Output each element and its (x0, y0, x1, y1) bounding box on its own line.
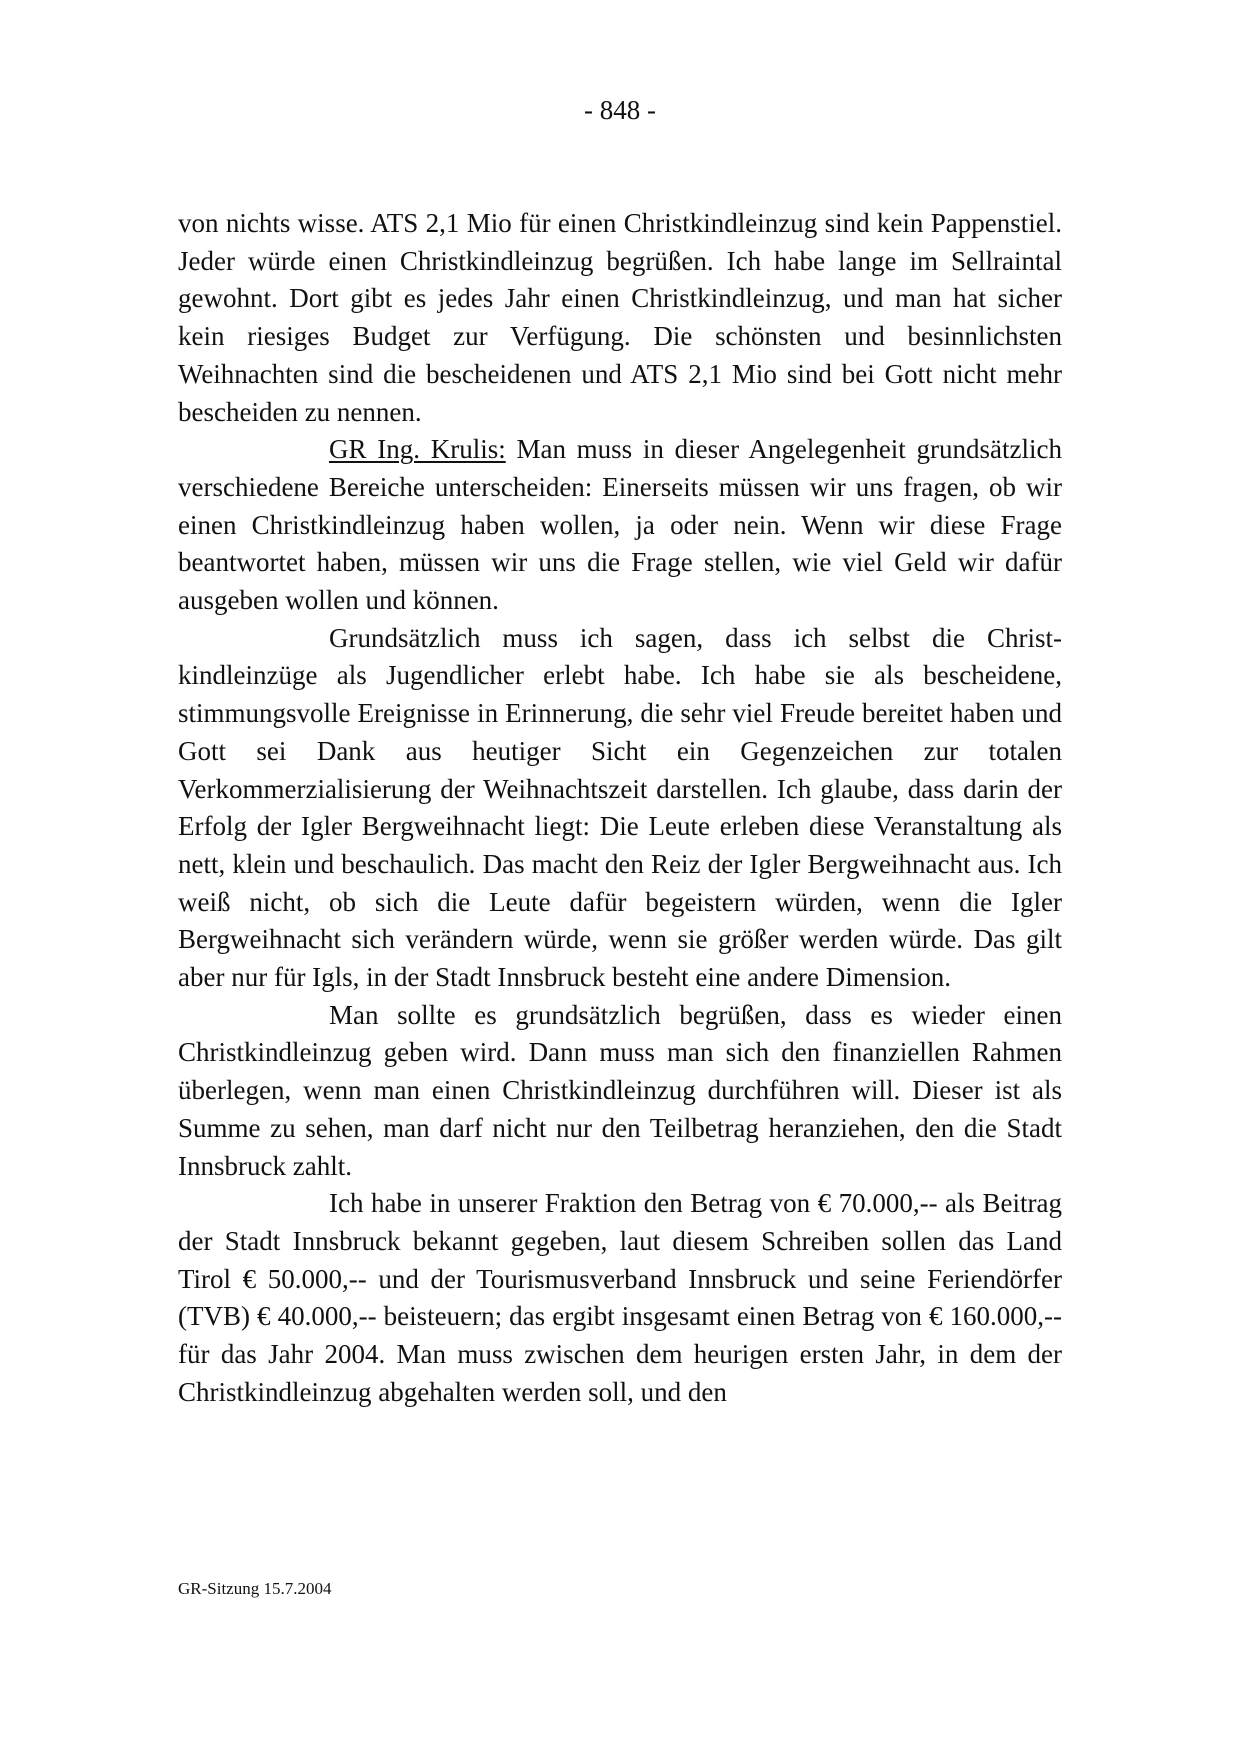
paragraph-5: Ich habe in unserer Fraktion den Betrag von € 70.000,-- als Beitrag der Stadt Innsbruck bekannt gegeben, laut diesem Schreiben sollen das Land Tirol € 50.000,-- und der Tourismusverband Innsbruck und seine Feriendörfer (TVB) € 40.000,-- beisteuern; das ergibt insgesamt einen Betrag von € 160.000,-- für das Jahr 2004. Man muss zwischen dem heurigen ersten Jahr, in dem der Christkindleinzug abgehalten werden soll, und den (178, 1188, 1062, 1407)
page-number: - 848 - (584, 95, 656, 125)
paragraph-2-text: Man muss in dieser Angelegenheit grundsätzlich verschiedene Bereiche unterscheiden: Einerseits müssen wir uns fragen, ob wir einen Christkindleinzug haben wollen, ja oder nein. Wenn wir diese Frage beantwortet haben, müssen wir uns die Frage stellen, wie viel Geld wir dafür ausgeben wollen und können. (178, 434, 1062, 616)
paragraph-1: von nichts wisse. ATS 2,1 Mio für einen Christkindleinzug sind kein Pappenstiel. Jeder würde einen Christkindleinzug begrüßen. Ich habe lange im Sellraintal gewohnt. Dort gibt es jedes Jahr einen Christkindleinzug, und man hat sicher kein riesiges Budget zur Verfügung. Die schönsten und besinnlichsten Weihnachten sind die bescheidenen und ATS 2,1 Mio sind bei Gott nicht mehr bescheiden zu nennen. (178, 208, 1062, 427)
speaker-name: GR Ing. Krulis: (329, 434, 506, 465)
paragraph-2 (178, 431, 1062, 620)
page-footer: GR-Sitzung 15.7.2004 (178, 1579, 332, 1598)
document-body (178, 205, 1062, 1412)
paragraph-4: Man sollte es grundsätzlich begrüßen, dass es wieder einen Christkindleinzug geben wird. Dann muss man sich den finanziellen Rahmen überlegen, wenn man einen Christkindleinzug durchführen will. Dieser ist als Summe zu sehen, man darf nicht nur den Teilbetrag heranziehen, den die Stadt Innsbruck zahlt. (178, 999, 1062, 1181)
paragraph-3: Grundsätzlich muss ich sagen, dass ich selbst die Christkindleinzüge als Jugendlicher erlebt habe. Ich habe sie als bescheidene, stimmungsvolle Ereignisse in Erinnerung, die sehr viel Freude bereitet haben und Gott sei Dank aus heutiger Sicht ein Gegenzeichen zur totalen Verkommerzialisierung der Weihnachtszeit darstellen. Ich glaube, dass darin der Erfolg der Igler Bergweihnacht liegt: Die Leute erleben diese Veranstaltung als nett, klein und beschaulich. Das macht den Reiz der Igler Bergweihnacht aus. Ich weiß nicht, ob sich die Leute dafür begeistern würden, wenn die Igler Bergweihnacht sich verändern würde, wenn sie größer werden würde. Das gilt aber nur für Igls, in der Stadt Innsbruck besteht eine andere Dimension. (178, 622, 1062, 993)
